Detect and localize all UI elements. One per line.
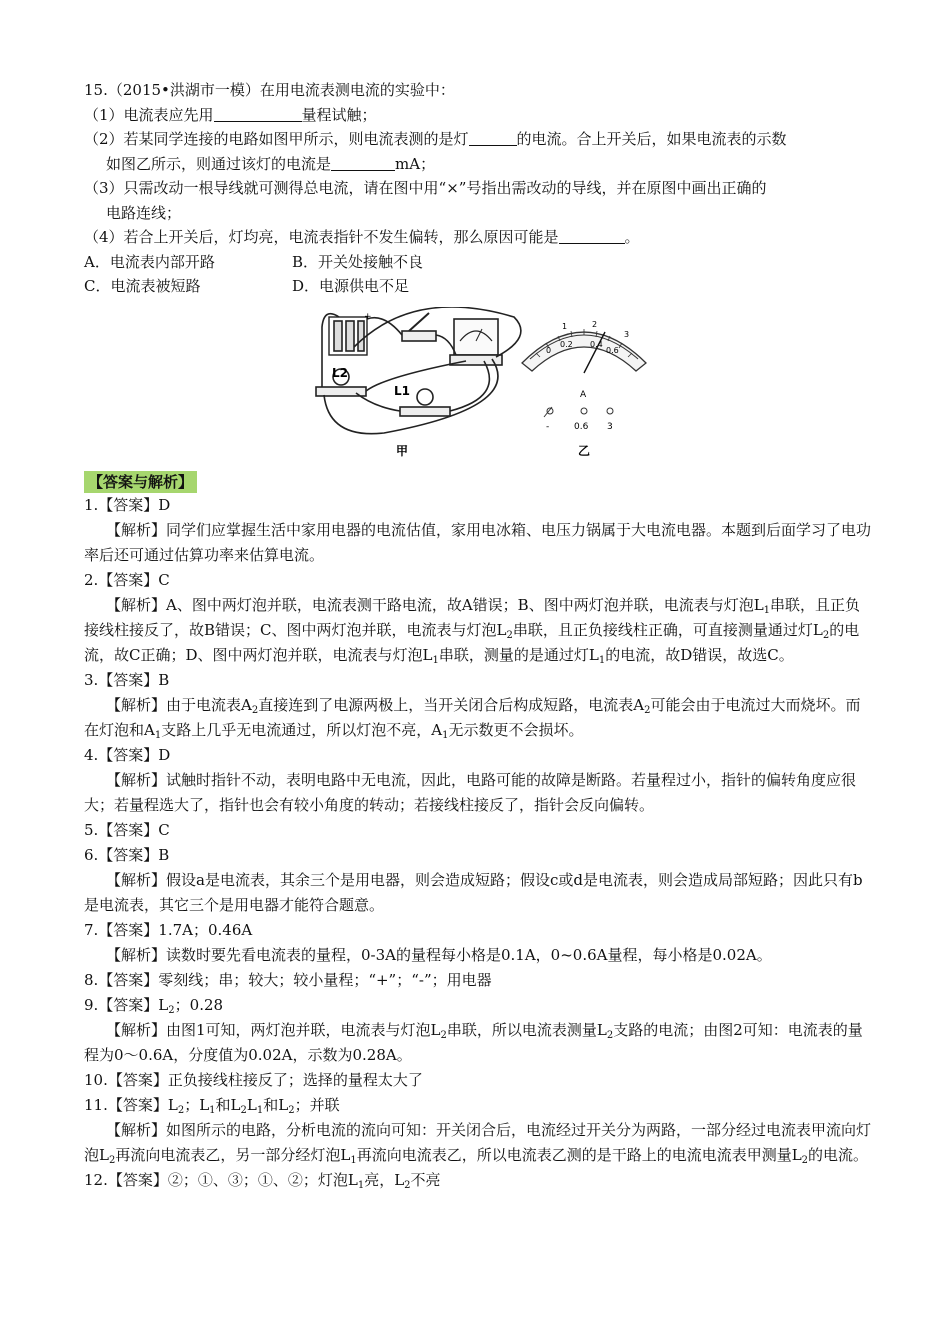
label-l2: L2 bbox=[332, 365, 348, 380]
option-c: C．电流表被短路 bbox=[84, 277, 201, 295]
option-b: B．开关处接触不良 bbox=[292, 252, 424, 271]
explain-3: 【解析】由于电流表$A_2$直接连到了电源两极上，当开关闭合后构成短路，电流表$A_2$可能会由于电流过大而烧坏。而在灯泡和$A_1$支路上几乎无电流通过，所以灯泡不亮，$A_1$无示数更不会损坏。 bbox=[84, 695, 861, 741]
label-a: A bbox=[580, 389, 587, 400]
section-title: 【答案与解析】 bbox=[84, 471, 197, 493]
label-3: 3 bbox=[607, 421, 613, 432]
q15-stem: 15.（2015•洪湖市一模）在用电流表测电流的实验中： bbox=[84, 81, 455, 99]
option-a: A．电流表内部开路 bbox=[84, 252, 215, 271]
answer-5: 5.【答案】C bbox=[84, 820, 170, 839]
circuit-diagram bbox=[84, 307, 874, 457]
answer-11: 11.【答案】$L_2$；$L_1$和$L_2L_1$和$L_2$；并联 bbox=[84, 1095, 340, 1116]
answer-8: 8.【答案】零刻线；串；较大；较小量程；“+”；“-”；用电器 bbox=[84, 970, 492, 989]
explain-6: 【解析】假设a是电流表，其余三个是用电器，则会造成短路；假设c或d是电流表，则会造成局部短路；因此只有b是电流表，其它三个是用电器才能符合题意。 bbox=[84, 870, 863, 914]
scale-0: 0 bbox=[546, 345, 552, 355]
answer-9: 9.【答案】$L_2$；0.28 bbox=[84, 995, 224, 1016]
answer-7: 7.【答案】1.7A；0.46A bbox=[84, 920, 253, 939]
label-plus: + bbox=[364, 311, 372, 322]
q15-part4: （4）若合上开关后，灯均亮，电流表指针不发生偏转，那么原因可能是 。 bbox=[84, 228, 640, 246]
options-row-2 bbox=[84, 274, 874, 299]
answer-1: 1.【答案】D bbox=[84, 495, 171, 514]
q15-part3: （3）只需改动一根导线就可测得总电流，请在图中用“×”号指出需改动的导线，并在原图中画出正确的 bbox=[84, 179, 767, 197]
figure-yi-meter bbox=[522, 329, 646, 417]
scale-3: 3 bbox=[624, 329, 630, 339]
explain-7: 【解析】读数时要先看电流表的量程，0-3A的量程每小格是0.1A，0~0.6A量程，每小格是0.02A。 bbox=[106, 945, 772, 964]
explain-9: 【解析】由图1可知，两灯泡并联，电流表与灯泡$L_2$串联，所以电流表测量$L_2$支路的电流；由图2可知：电流表的量程为0～0.6A，分度值为0.02A，示数为0.28A。 bbox=[84, 1020, 863, 1064]
option-d: D．电源供电不足 bbox=[292, 277, 410, 295]
options-row-1 bbox=[84, 250, 874, 275]
label-yi: 乙 bbox=[578, 443, 591, 457]
answer-12: 12.【答案】②；①、③；①、②；灯泡$L_1$亮，$L_2$不亮 bbox=[84, 1170, 441, 1191]
label-minus: - bbox=[546, 421, 550, 432]
scale-1: 1 bbox=[562, 321, 568, 331]
answer-6: 6.【答案】B bbox=[84, 845, 170, 864]
explain-11: 【解析】如图所示的电路，分析电流的流向可知：开关闭合后，电流经过开关分为两路，一部分经过电流表甲流向灯泡$L_2$再流向电流表乙，另一部分经灯泡$L_1$再流向电流表乙，所以电流表乙测的是干路上的电流电流表甲测量$L_2$的电流。 bbox=[84, 1120, 872, 1166]
circuit-figure bbox=[84, 307, 874, 457]
blank-1 bbox=[214, 106, 302, 122]
label-l1: L1 bbox=[394, 383, 410, 398]
scale-0-2: 0.2 bbox=[560, 339, 573, 349]
explain-1: 【解析】同学们应掌握生活中家用电器的电流估值，家用电冰箱、电压力锅属于大电流电器。本题到后面学习了电功率后还可通过估算功率来估算电流。 bbox=[84, 520, 872, 564]
q15-part2: （2）若某同学连接的电路如图甲所示，则电流表测的是灯 的电流。合上开关后，如果电流表的示数 bbox=[84, 130, 787, 148]
answer-2: 2.【答案】C bbox=[84, 570, 170, 589]
q15-part1: （1）电流表应先用 量程试触； bbox=[84, 105, 377, 124]
document-page bbox=[84, 78, 874, 1193]
blank-4 bbox=[559, 228, 625, 244]
scale-0-4: 0.4 bbox=[590, 339, 603, 349]
explain-4: 【解析】试触时指针不动，表明电路中无电流，因此，电路可能的故障是断路。若量程过小，指针的偏转角度应很大；若量程选大了，指针也会有较小角度的转动；若接线柱接反了，指针会反向偏转。 bbox=[84, 770, 857, 814]
label-0-6: 0.6 bbox=[574, 421, 589, 432]
blank-2 bbox=[469, 130, 517, 146]
scale-2: 2 bbox=[592, 319, 598, 329]
q15-part2-cont: 如图乙所示，则通过该灯的电流是 mA； bbox=[106, 154, 436, 173]
label-jia: 甲 bbox=[396, 443, 409, 457]
answers bbox=[84, 493, 874, 1193]
blank-3 bbox=[331, 155, 395, 171]
answer-4: 4.【答案】D bbox=[84, 745, 171, 764]
scale-0-6: 0.6 bbox=[606, 345, 619, 355]
answer-3: 3.【答案】B bbox=[84, 670, 170, 689]
answer-10: 10.【答案】正负接线柱接反了；选择的量程太大了 bbox=[84, 1070, 423, 1089]
q15-part3-cont: 电路连线； bbox=[106, 203, 182, 222]
explain-2: 【解析】A、图中两灯泡并联，电流表测干路电流，故A错误；B、图中两灯泡并联，电流表与灯泡$L_1$串联，且正负接线柱接反了，故B错误；C、图中两灯泡并联，电流表与灯泡$L_2$串联，且正负接线柱正确，可直接测量通过灯$L_2$的电流，故C正确；D、图中两灯泡并联，电流表与灯泡$L_1$串联，测量的是通过灯$L_1$的电流，故D错误，故选C。 bbox=[84, 595, 861, 666]
